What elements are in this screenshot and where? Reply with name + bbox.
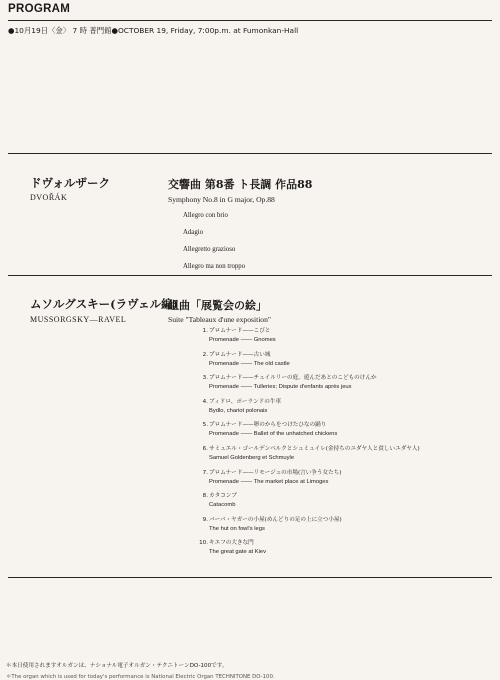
movement-item: Allegretto grazioso: [183, 246, 236, 253]
piece-title-jp: サミュエル・ゴールデンベルクとシュミュイレ(金持ちのユダヤ人と貧しいユダヤ人): [209, 445, 420, 452]
piece-number: 2.: [202, 351, 208, 358]
piece-title-jp: ブィドロ、ポーランドの牛車: [209, 398, 282, 405]
piece-number: 10.: [199, 540, 208, 547]
section-divider: [8, 577, 492, 578]
movement-item: Allegro ma non troppo: [183, 263, 246, 270]
header-rule: [8, 20, 492, 21]
piece-title-jp: プロムナード——卵のからをつけたひなの踊り: [209, 422, 327, 429]
piece-number: 3.: [202, 375, 208, 382]
piece-number: 5.: [202, 422, 208, 429]
piece-title-en: Promenade —— Ballet of the unhatched chickens: [209, 431, 338, 438]
footnote: ＊The organ which is used for today's performance is National Electric Organ TECHNITONE DO-100.: [6, 674, 275, 680]
composer-name-jp: ムソルグスキー(ラヴェル編): [30, 297, 179, 311]
work-title-en: Symphony No.8 in G major, Op.88: [168, 195, 275, 204]
movement-list: [183, 210, 245, 278]
piece-title-en: Promenade —— The old castle: [209, 360, 290, 367]
piece-title-jp: プロムナード——リモージュの市場(言い争う女たち): [209, 469, 342, 476]
piece-number: 6.: [202, 445, 208, 452]
composer-name-en: MUSSORGSKY—RAVEL: [30, 315, 127, 324]
footnote: ＊本日使用されますオルガンは、ナショナル電子オルガン・テクニトーンDO-100です。: [6, 663, 228, 669]
movement-item: Adagio: [183, 229, 204, 236]
piece-title-en: The great gate at Kiev: [209, 549, 267, 556]
piece-title-jp: バーバ・ヤガーの小屋(めんどりの足の上に立つ小屋): [209, 516, 342, 523]
composer-name-jp: ドヴォルザーク: [30, 176, 111, 190]
piece-number: 8.: [202, 493, 208, 500]
piece-title-en: The hut on fowl's legs: [209, 525, 265, 532]
piece-number: 1.: [202, 328, 208, 334]
piece-title-en: Samuel Goldenberg et Schmuyle: [209, 454, 295, 461]
work-title-jp: 組曲「展覧会の絵」: [168, 299, 267, 312]
piece-title-en: Bydlo, chariot polonais: [209, 407, 268, 414]
piece-title-jp: キエフの大きな門: [209, 540, 254, 547]
piece-title-jp: プロムナード——こびと: [209, 328, 271, 334]
piece-title-en: Catacomb: [209, 502, 236, 509]
concert-info: ●10月19日〈金〉 7 時 普門館●OCTOBER 19, Friday, 7:00p.m. at Fumonkan-Hall: [8, 26, 299, 35]
piece-number: 9.: [202, 516, 208, 523]
piece-title-jp: カタコンブ: [209, 493, 237, 500]
piece-title-en: Promenade —— The market place at Limoges: [209, 478, 329, 485]
piece-title-jp: プロムナード——チュイルリーの庭。遊んだあとのこどものけんか: [209, 375, 377, 382]
work-title-jp: 交響曲 第8番 ト長調 作品88: [168, 178, 313, 191]
piece-title-jp: プロムナード——古い城: [209, 351, 271, 358]
section-divider: [8, 153, 492, 154]
work-title-en: Suite "Tableaux d'une exposition": [168, 315, 271, 324]
piece-number: 7.: [202, 469, 208, 476]
piece-number: 4.: [202, 398, 208, 405]
section-divider: [8, 275, 492, 276]
program-title: PROGRAM: [8, 3, 71, 15]
piece-title-en: Promenade —— Gnomes: [209, 337, 276, 343]
piece-title-en: Promenade —— Tulleries; Dispute d'enfants après jeux: [209, 384, 352, 391]
composer-name-en: DVOŘÁK: [30, 193, 68, 202]
movement-item: Allegro con brio: [183, 212, 228, 219]
